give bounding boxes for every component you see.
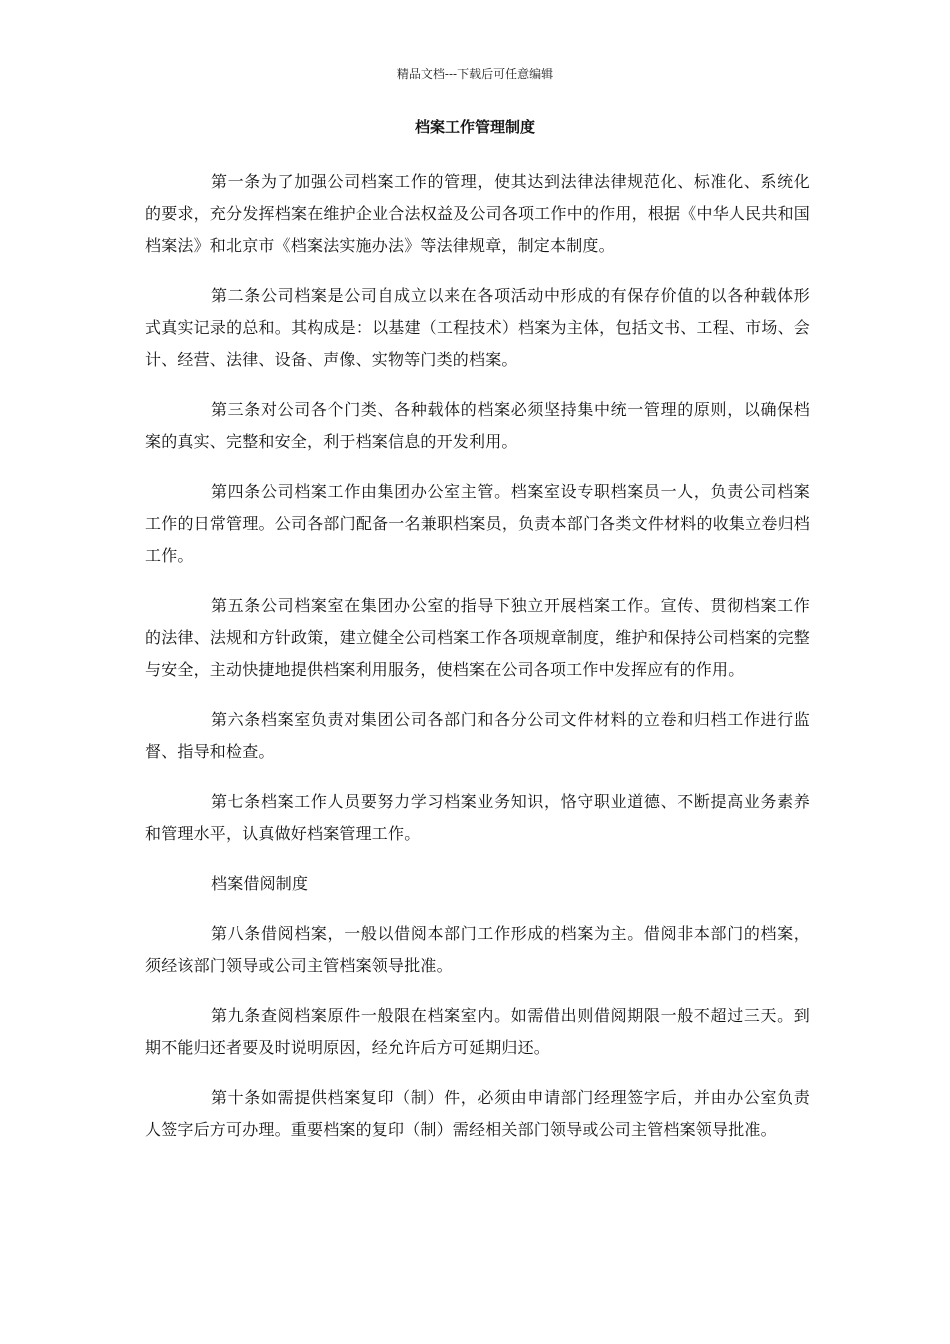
- article-2-paragraph: 第二条公司档案是公司自成立以来在各项活动中形成的有保存价值的以各种载体形式真实记录的总和。其构成是：以基建（工程技术）档案为主体，包括文书、工程、市场、会计、经营、法律、设备、声像、实物等门类的档案。: [145, 286, 810, 369]
- article-5-paragraph: 第五条公司档案室在集团办公室的指导下独立开展档案工作。宣传、贯彻档案工作的法律、法规和方针政策，建立健全公司档案工作各项规章制度，维护和保持公司档案的完整与安全，主动快捷地提供档案利用服务，使档案在公司各项工作中发挥应有的作用。: [145, 596, 810, 679]
- document-body: [145, 166, 810, 1164]
- header-note: 精品文档---下载后可任意编辑: [396, 67, 554, 81]
- article-1-paragraph: 第一条为了加强公司档案工作的管理，使其达到法律法律规范化、标准化、系统化的要求，充分发挥档案在维护企业合法权益及公司各项工作中的作用，根据《中华人民共和国档案法》和北京市《档案法实施办法》等法律规章，制定本制度。: [145, 172, 810, 255]
- article-6-paragraph: 第六条档案室负责对集团公司各部门和各分公司文件材料的立卷和归档工作进行监督、指导和检查。: [145, 710, 810, 761]
- section-heading-borrowing: 档案借阅制度: [211, 874, 309, 893]
- article-4-paragraph: 第四条公司档案工作由集团办公室主管。档案室设专职档案员一人，负责公司档案工作的日常管理。公司各部门配备一名兼职档案员，负责本部门各类文件材料的收集立卷归档工作。: [145, 482, 810, 565]
- article-9-paragraph: 第九条查阅档案原件一般限在档案室内。如需借出则借阅期限一般不超过三天。到期不能归还者要及时说明原因，经允许后方可延期归还。: [145, 1006, 810, 1057]
- article-3-paragraph: 第三条对公司各个门类、各种载体的档案必须坚持集中统一管理的原则，以确保档案的真实、完整和安全，利于档案信息的开发利用。: [145, 400, 810, 451]
- article-7-paragraph: 第七条档案工作人员要努力学习档案业务知识，恪守职业道德、不断提高业务素养和管理水平，认真做好档案管理工作。: [145, 792, 810, 843]
- article-8-paragraph: 第八条借阅档案，一般以借阅本部门工作形成的档案为主。借阅非本部门的档案，须经该部门领导或公司主管档案领导批准。: [145, 924, 810, 975]
- article-10-paragraph: 第十条如需提供档案复印（制）件，必须由申请部门经理签字后，并由办公室负责人签字后方可办理。重要档案的复印（制）需经相关部门领导或公司主管档案领导批准。: [145, 1088, 810, 1139]
- document-title: 档案工作管理制度: [414, 118, 535, 136]
